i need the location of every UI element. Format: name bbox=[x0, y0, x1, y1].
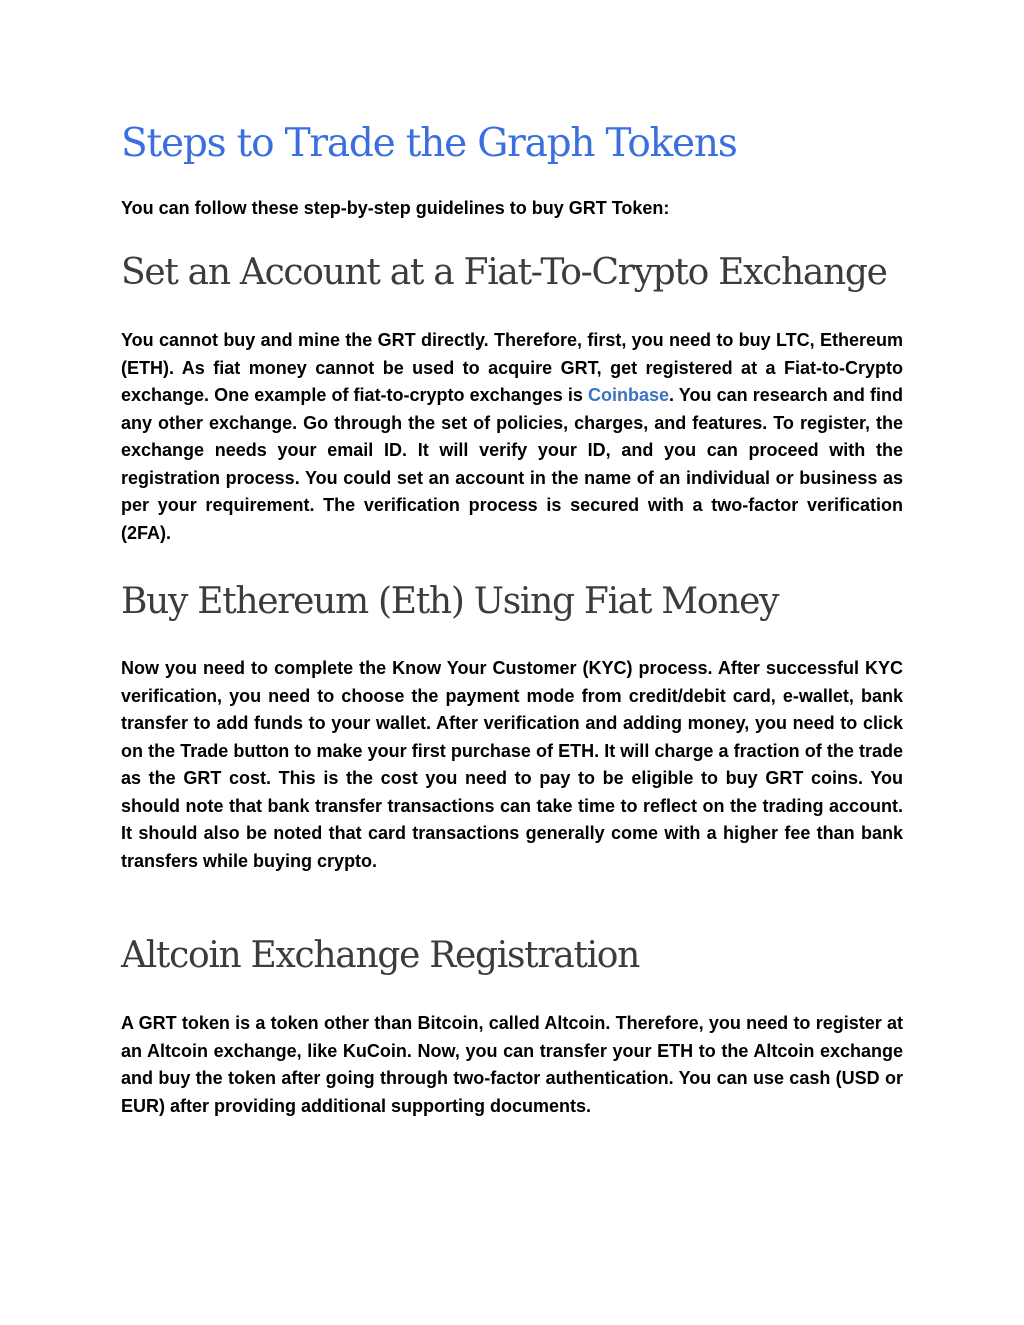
section-heading-buy-ethereum: Buy Ethereum (Eth) Using Fiat Money bbox=[121, 581, 779, 622]
page-title: Steps to Trade the Graph Tokens bbox=[121, 121, 737, 166]
section-body-altcoin-registration: A GRT token is a token other than Bitcoin, called Altcoin. Therefore, you need to register at an Altcoin exchange, like KuCoin. Now, you can transfer your ETH to the Altcoin exchange and buy the token after going through two-factor authentication. You can use cash (USD or EUR) after providing additional supporting documents. bbox=[121, 1013, 903, 1116]
section-body-buy-ethereum: Now you need to complete the Know Your Customer (KYC) process. After successful KYC verification, you need to choose the payment mode from credit/debit card, e-wallet, bank transfer to add funds to your wallet. After verification and adding money, you need to click on the Trade button to make your first purchase of ETH. It will charge a fraction of the trade as the GRT cost. This is the cost you need to pay to be eligible to buy GRT coins. You should note that bank transfer transactions can take time to reflect on the trading account. It should also be noted that card transactions generally come with a higher fee than bank transfers while buying crypto. bbox=[121, 658, 903, 871]
section-body-text-part: . You can research and find any other exchange. Go through the set of policies, charges, and features. To register, the exchange needs your email ID. It will verify your ID, and you can proceed with the registration process. You could set an account in the name of an individual or business as per your requirement. The verification process is secured with a two-factor verification (2FA). bbox=[121, 385, 903, 543]
intro-text: You can follow these step-by-step guidelines to buy GRT Token: bbox=[121, 198, 670, 218]
section-body-text-part: You cannot buy and mine the GRT directly. Therefore, first, you need to buy LTC, Ethereum (ETH). As fiat money cannot be used to acquire GRT, get registered at a Fiat-to-Crypto exchange. One example of fiat-to-crypto exchanges is bbox=[121, 330, 903, 405]
section-heading-fiat-exchange: Set an Account at a Fiat-To-Crypto Exchange bbox=[121, 252, 887, 293]
section-body-fiat-exchange bbox=[121, 327, 903, 547]
section-heading-altcoin-registration: Altcoin Exchange Registration bbox=[121, 935, 640, 976]
coinbase-link[interactable]: Coinbase bbox=[587, 385, 669, 405]
